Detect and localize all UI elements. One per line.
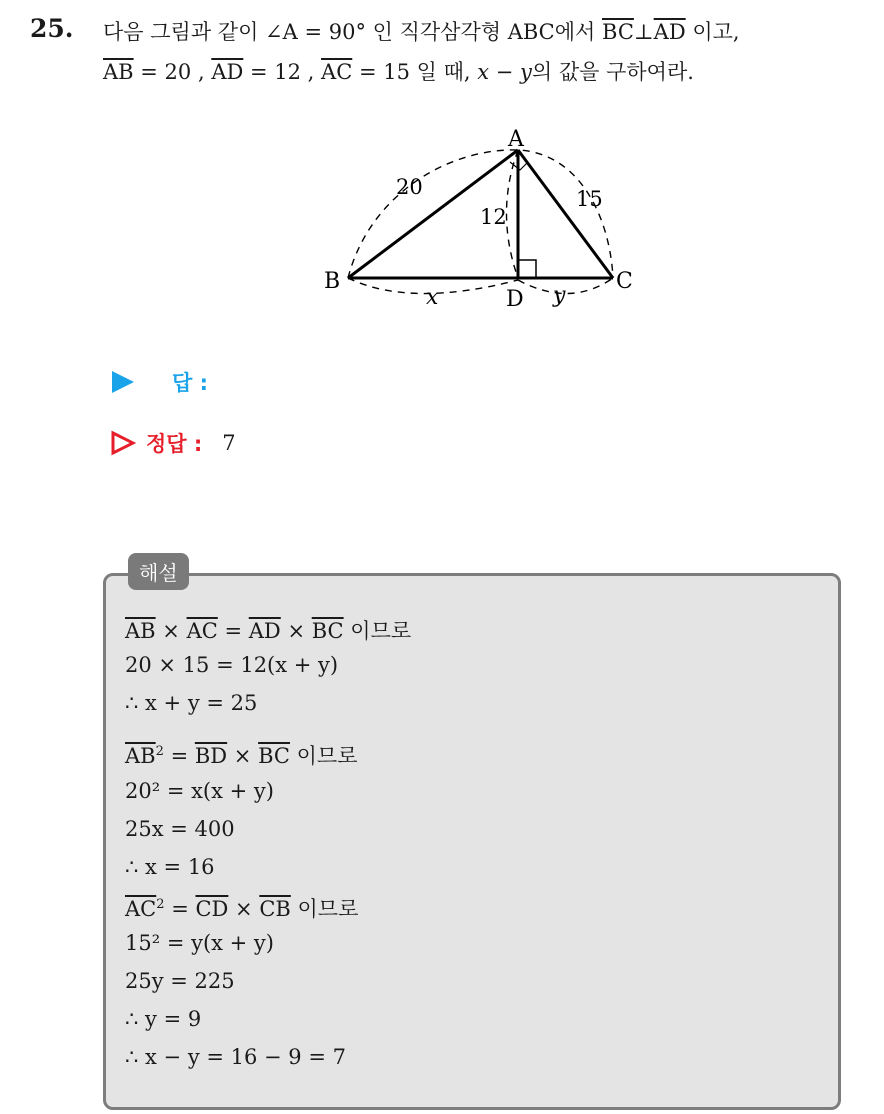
op-eq: = xyxy=(163,744,195,768)
length-ad-label: 12 xyxy=(480,205,507,229)
solution-line-12: ∴ x − y = 16 − 9 = 7 xyxy=(125,1045,346,1069)
segment-ad-2: $\overline{AD}$ xyxy=(211,60,244,84)
minus-sign: − xyxy=(489,60,521,84)
sup-2: 2 xyxy=(155,744,164,759)
op-times-2: × xyxy=(280,619,312,643)
solution-line-7: ∴ x = 16 xyxy=(125,855,215,879)
answer-label: 답 : xyxy=(172,371,208,395)
question-number: 25. xyxy=(30,14,74,43)
vertex-d-label: D xyxy=(506,287,524,312)
seg-ab: $\overline{AB}$ xyxy=(125,619,156,643)
correct-answer-value: 7 xyxy=(222,431,236,455)
text-tail: 이므로 xyxy=(290,897,359,921)
op-times: × xyxy=(228,897,260,921)
segment-bc: $\overline{BC}$ xyxy=(602,20,634,44)
seg-ac: $\overline{AC}$ xyxy=(186,619,218,643)
solution-line-9: 15² = y(x + y) xyxy=(125,931,274,955)
solution-line-8 xyxy=(125,893,358,923)
sup-2: 2 xyxy=(156,897,165,912)
text-tail: 이므로 xyxy=(289,744,358,768)
correct-answer-label: 정답 : xyxy=(146,432,203,456)
ac-value: = 15 일 때, xyxy=(352,60,478,84)
perpendicular-symbol: ⊥ xyxy=(633,20,654,44)
seg-cb: $\overline{CB}$ xyxy=(259,897,291,921)
solution-line-3: ∴ x + y = 25 xyxy=(125,691,258,715)
question-text-lead: 다음 그림과 같이 ∠A = 90° 인 직각삼각형 ABC에서 xyxy=(103,20,603,44)
solution-line-4 xyxy=(125,740,358,770)
solution-line-2: 20 × 15 = 12(x + y) xyxy=(125,653,339,677)
triangle-figure xyxy=(310,118,650,318)
op-times: × xyxy=(227,744,259,768)
vertex-a-label: A xyxy=(508,127,524,152)
var-x: x xyxy=(477,60,490,84)
question-line-1 xyxy=(103,16,740,46)
correct-play-outline-icon xyxy=(110,430,136,456)
seg-bc: $\overline{BC}$ xyxy=(311,619,344,643)
answer-play-icon xyxy=(110,369,136,395)
op-times: × xyxy=(155,619,187,643)
seg-bd: $\overline{BD}$ xyxy=(194,744,228,768)
segment-ad: $\overline{AD}$ xyxy=(653,20,686,44)
ab-value: = 20 , xyxy=(133,60,212,84)
text-tail: 이므로 xyxy=(343,619,412,643)
length-x-label: x xyxy=(426,285,439,310)
answer-row xyxy=(110,367,208,397)
op-eq: = xyxy=(164,897,196,921)
op-eq: = xyxy=(217,619,249,643)
segment-ab: $\overline{AB}$ xyxy=(103,60,134,84)
seg-cd: $\overline{CD}$ xyxy=(195,897,229,921)
solution-line-1 xyxy=(125,615,411,645)
brace-ad xyxy=(507,150,519,278)
question-line-2 xyxy=(103,56,694,86)
brace-y xyxy=(518,278,613,294)
length-ab-label: 20 xyxy=(396,175,423,199)
solution-line-6: 25x = 400 xyxy=(125,817,235,841)
solution-tag: 해설 xyxy=(128,553,189,590)
seg-ad: $\overline{AD}$ xyxy=(248,619,281,643)
correct-answer-row xyxy=(110,428,236,458)
solution-line-10: 25y = 225 xyxy=(125,969,235,993)
seg-bc: $\overline{BC}$ xyxy=(258,744,290,768)
segment-ac: $\overline{AC}$ xyxy=(321,60,353,84)
solution-line-5: 20² = x(x + y) xyxy=(125,779,274,803)
question-text-end: 의 값을 구하여라. xyxy=(531,60,694,84)
solution-line-11: ∴ y = 9 xyxy=(125,1007,202,1031)
seg-ac-sq: $\overline{AC}$ xyxy=(125,897,157,921)
length-ac-label: 15 xyxy=(576,187,603,211)
var-y: y xyxy=(520,60,532,84)
right-angle-d xyxy=(518,260,536,278)
length-y-label: y xyxy=(553,283,566,308)
seg-ab-sq: $\overline{AB}$ xyxy=(125,744,156,768)
question-text-tail: 이고, xyxy=(685,20,740,44)
vertex-c-label: C xyxy=(616,269,633,294)
ad-value: = 12 , xyxy=(243,60,322,84)
vertex-b-label: B xyxy=(324,269,341,294)
